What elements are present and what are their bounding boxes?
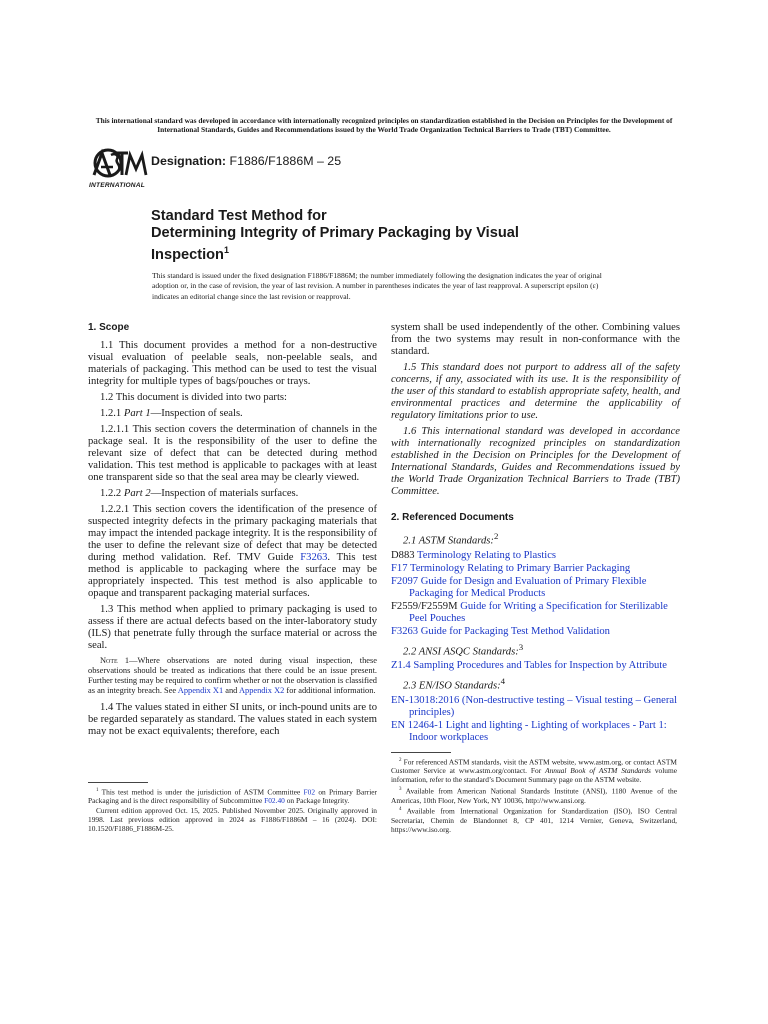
- reference-title-link[interactable]: Terminology Relating to Plastics: [417, 549, 557, 561]
- reference-item: [391, 660, 680, 672]
- issue-notice: This standard is issued under the fixed designation F1886/F1886M; the number immediately following the designation indicates the year of original adoption or, in the case of revision, the year of last revision. A number in parentheses indicates the year of last reapproval. A superscript epsilon (ε) indicates an editorial change since the last revision or reapproval.: [152, 271, 602, 301]
- link-f02-40[interactable]: F02.40: [264, 796, 285, 806]
- left-column: [88, 322, 377, 742]
- reference-title-link[interactable]: Guide for Packaging Test Method Validation: [420, 625, 610, 637]
- astm-standards-list: [391, 550, 680, 638]
- section-heading-scope: 1. Scope: [88, 322, 130, 333]
- reference-item: [391, 563, 680, 575]
- reference-title-link[interactable]: Guide for Design and Evaluation of Primary Flexible Packaging for Medical Products: [409, 575, 647, 599]
- astm-international-wordmark: INTERNATIONAL: [89, 182, 145, 189]
- title-line-2: Determining Integrity of Primary Packaging by Visual Inspection$^1$: [151, 225, 519, 263]
- link-f3263[interactable]: F3263: [300, 552, 328, 563]
- reference-code[interactable]: EN-13018:2016: [391, 694, 460, 706]
- astm-standards-label: 2.1 ASTM Standards:$^2$: [403, 531, 499, 547]
- right-column: [391, 322, 680, 745]
- reference-item: [391, 720, 680, 744]
- paragraph-1-4-continued: system shall be used independently of the other. Combining values from the two systems may result in non-conformance with the standard.: [391, 322, 680, 357]
- ansi-standards-list: [391, 660, 680, 672]
- reference-code: D883: [391, 549, 415, 561]
- reference-item: [391, 601, 680, 625]
- reference-item: [391, 695, 680, 719]
- paragraph-1-2-2-1: 1.2.2.1 This section covers the identification of the presence of suspected integrity defects in the primary packaging materials that may impact the intended package integrity. It is the responsibility of the user to define the relevant size of defect that may be detected during method validation. Ref. TMV Guide F3263. This test method is applicable to packaging where the surface may be appropriately inspected. This test method is also applicable to opaque and transparent packaging material surfaces.: [88, 504, 377, 599]
- reference-title-link[interactable]: (Non-destructive testing – Visual testing – General principles): [409, 694, 678, 718]
- reference-title-link[interactable]: Light and lighting - Lighting of workplaces - Part 1: Indoor workplaces: [409, 719, 667, 743]
- footnote-2: $^2$ For referenced ASTM standards, visit the ASTM website, www.astm.org, or contact ASTM Customer Service at www.astm.org/contact. For Annual Book of ASTM Standards volume information, refer to the standard’s Document Summary page on the ASTM website.: [391, 757, 677, 785]
- paragraph-1-3: 1.3 This method when applied to primary packaging is used to assess if there are actual defects based on the inter-laboratory study (ILS) that penetrate fully through the surface material or across the seal.: [88, 604, 377, 651]
- reference-code[interactable]: EN 12464-1: [391, 719, 444, 731]
- designation: [151, 154, 341, 168]
- reference-code[interactable]: Z1.4: [391, 660, 411, 672]
- footnote-1-edition: Current edition approved Oct. 15, 2025. Published November 2025. Originally approved in 1998. Last previous edition approved in 2024 as F1886/F1886M – 16 (2024). DOI: 10.1520/F1886_F1886M-25.: [88, 806, 377, 834]
- footnotes-right: [391, 757, 677, 836]
- paragraph-1-1: 1.1 This document provides a method for a non-destructive visual evaluation of peelable seals, non-peelable seals, and materials of packaging. This method can be used to test the visual integrity for multiple types of bags/pouches or trays.: [88, 340, 377, 387]
- paragraph-1-2: 1.2 This document is divided into two parts:: [100, 392, 287, 403]
- paragraph-1-2-1: 1.2.1 Part 1—Inspection of seals.: [100, 408, 243, 419]
- international-standard-notice: This international standard was developed in accordance with internationally recognized principles on standardization established in the Decision on Principles for the Development of International Standards, Guides and Recommendations issued by the World Trade Organization Technical Barriers to Trade (TBT) Committee.: [95, 116, 673, 135]
- note-1: Note 1—Where observations are noted during visual inspection, these observations should be treated as indications that there could be an issue present. Further testing may be required to confirm whether or not the observation is classified as an integrity breach. See Appendix X1 and Appendix X2 for additional information.: [88, 656, 377, 695]
- footnote-1: $^1$ This test method is under the jurisdiction of ASTM Committee F02 on Primary Barrier Packaging and is the direct responsibility of Subcommittee F02.40 on Package Integrity.: [88, 787, 377, 806]
- footnote-rule-right: [391, 752, 451, 753]
- reference-code[interactable]: F17: [391, 562, 408, 574]
- reference-item: [391, 626, 680, 638]
- reference-item: [391, 576, 680, 600]
- reference-item: [391, 550, 680, 562]
- title-footnote-mark: 1: [223, 245, 229, 255]
- footnote-rule-left: [88, 782, 148, 783]
- title-line-1: Standard Test Method for: [151, 208, 327, 224]
- reference-title-link[interactable]: Terminology Relating to Primary Barrier Packaging: [409, 562, 631, 574]
- reference-code[interactable]: F2097: [391, 575, 419, 587]
- iso-standards-list: [391, 695, 680, 744]
- footnotes-left: [88, 787, 377, 835]
- reference-code[interactable]: F3263: [391, 625, 419, 637]
- paragraph-1-4: 1.4 The values stated in either SI units, or inch-pound units are to be regarded separately as standard. The values stated in each system may not be exact equivalents; therefore, each: [88, 702, 377, 737]
- document-title: [151, 208, 591, 264]
- reference-title-link[interactable]: Guide for Writing a Specification for Sterilizable Peel Pouches: [409, 600, 668, 624]
- section-heading-referenced-documents: 2. Referenced Documents: [391, 512, 514, 523]
- paragraph-1-5: 1.5 This standard does not purport to address all of the safety concerns, if any, associated with its use. It is the responsibility of the user of this standard to establish appropriate safety, health, and environmental practices and determine the applicability of regulatory limitations prior to use.: [391, 362, 680, 421]
- link-appendix-x1[interactable]: Appendix X1: [177, 686, 224, 695]
- paragraph-1-6: 1.6 This international standard was developed in accordance with internationally recognized principles on standardization established in the Decision on Principles for the Development of International Standards, Guides and Recommendations issued by the World Trade Organization Technical Barriers to Trade (TBT) Committee.: [391, 426, 680, 497]
- paragraph-1-2-1-1: 1.2.1.1 This section covers the determination of channels in the package seal. It is the responsibility of the user to define the relevant size of defect that can be detected during method validation. This test method is applicable to packages with at least one transparent side so that the seal area may be clearly viewed.: [88, 424, 377, 483]
- reference-title-link[interactable]: Sampling Procedures and Tables for Inspection by Attribute: [413, 660, 667, 672]
- reference-code: F2559/F2559M: [391, 600, 458, 612]
- designation-label: Designation:: [151, 154, 227, 168]
- link-appendix-x2[interactable]: Appendix X2: [238, 686, 285, 695]
- designation-value: F1886/F1886M – 25: [229, 154, 342, 168]
- link-f02[interactable]: F02: [303, 787, 316, 797]
- ansi-standards-label: 2.2 ANSI ASQC Standards:$^3$: [403, 641, 524, 658]
- footnote-4: $^4$ Available from International Organization for Standardization (ISO), ISO Central Secretariat, Chemin de Blandonnet 8, CP 401, 1214 Vernier, Geneva, Switzerland, https://www.iso.org.: [391, 806, 677, 834]
- iso-standards-label: 2.3 EN/ISO Standards:$^4$: [403, 676, 506, 692]
- footnote-3: $^3$ Available from American National Standards Institute (ANSI), 1180 Avenue of the Americas, 10th Floor, New York, NY 10036, http://www.ansi.org.: [391, 786, 677, 805]
- paragraph-1-2-2: 1.2.2 Part 2—Inspection of materials surfaces.: [100, 488, 299, 499]
